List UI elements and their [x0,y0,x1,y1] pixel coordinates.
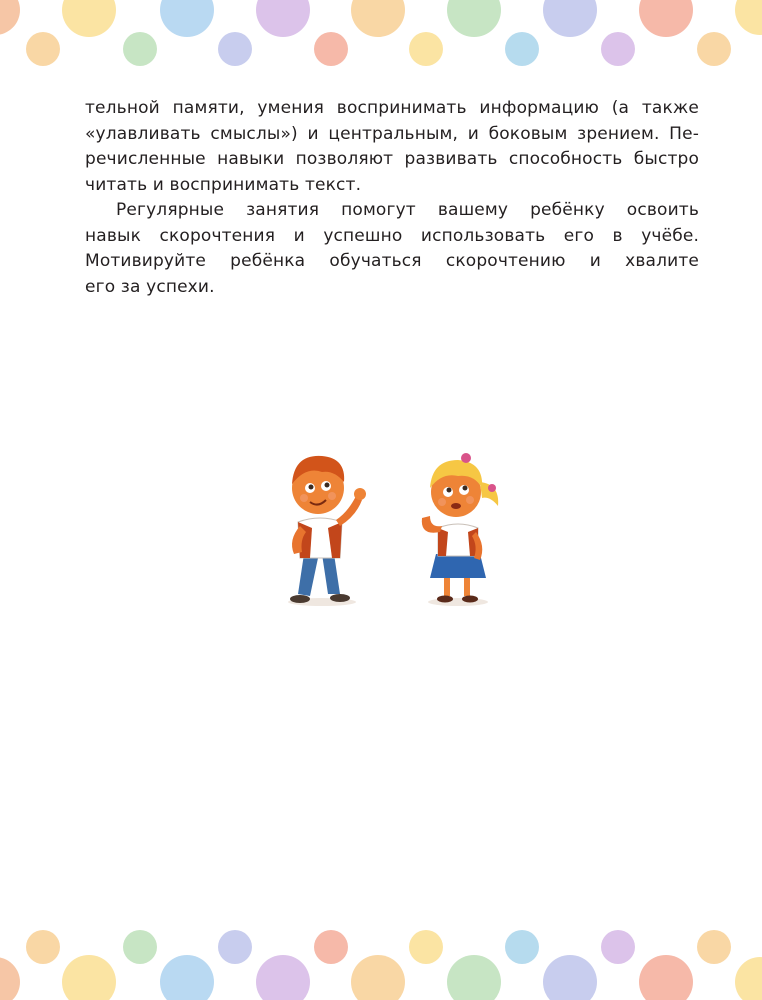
top-dot-border [0,0,762,80]
dot [26,930,60,964]
paragraph-1 [85,96,699,198]
text-line: навык скорочтения и успешно использовать его в учёбе. [85,225,699,246]
text-line: тельной памяти, умения воспринимать информацию (а также [85,98,699,118]
dot [697,32,731,66]
dot [447,955,501,1000]
dot [409,930,443,964]
boy-figure [288,456,366,606]
dot [256,0,310,37]
dot [160,0,214,37]
dot [351,0,405,37]
dot [601,32,635,66]
text-line: речисленные навыки позволяют развивать способность быстро [85,149,699,169]
dot [697,930,731,964]
dot [26,32,60,66]
body-text [85,96,699,300]
dot [0,957,20,1000]
dot [639,955,693,1000]
text-line: Регулярные занятия помогут вашему ребёнку освоить [116,200,699,220]
dot [409,32,443,66]
text-line: Мотивируйте ребёнка обучаться скорочтению и хвалите [85,251,699,271]
dot [639,0,693,37]
dot [256,955,310,1000]
dot [218,32,252,66]
dot [160,955,214,1000]
dot [123,930,157,964]
dot [314,32,348,66]
dot [351,955,405,1000]
dot [62,0,116,37]
dot [505,930,539,964]
dot [62,955,116,1000]
text-line: читать и воспринимать текст. [85,174,362,195]
text-line: его за успехи. [85,276,215,297]
dot [543,0,597,37]
dot [123,32,157,66]
dot [735,957,762,1000]
dot [601,930,635,964]
dot [505,32,539,66]
bottom-dot-border [0,920,762,1000]
dot [735,0,762,35]
girl-figure [422,453,498,606]
dot [0,0,20,35]
dot [314,930,348,964]
boy-and-girl-illustration-icon [270,436,540,616]
dot [218,930,252,964]
text-line: «улавливать смыслы») и центральным, и боковым зрением. Пе- [85,123,699,144]
dot [447,0,501,37]
paragraph-2 [85,198,699,300]
dot [543,955,597,1000]
